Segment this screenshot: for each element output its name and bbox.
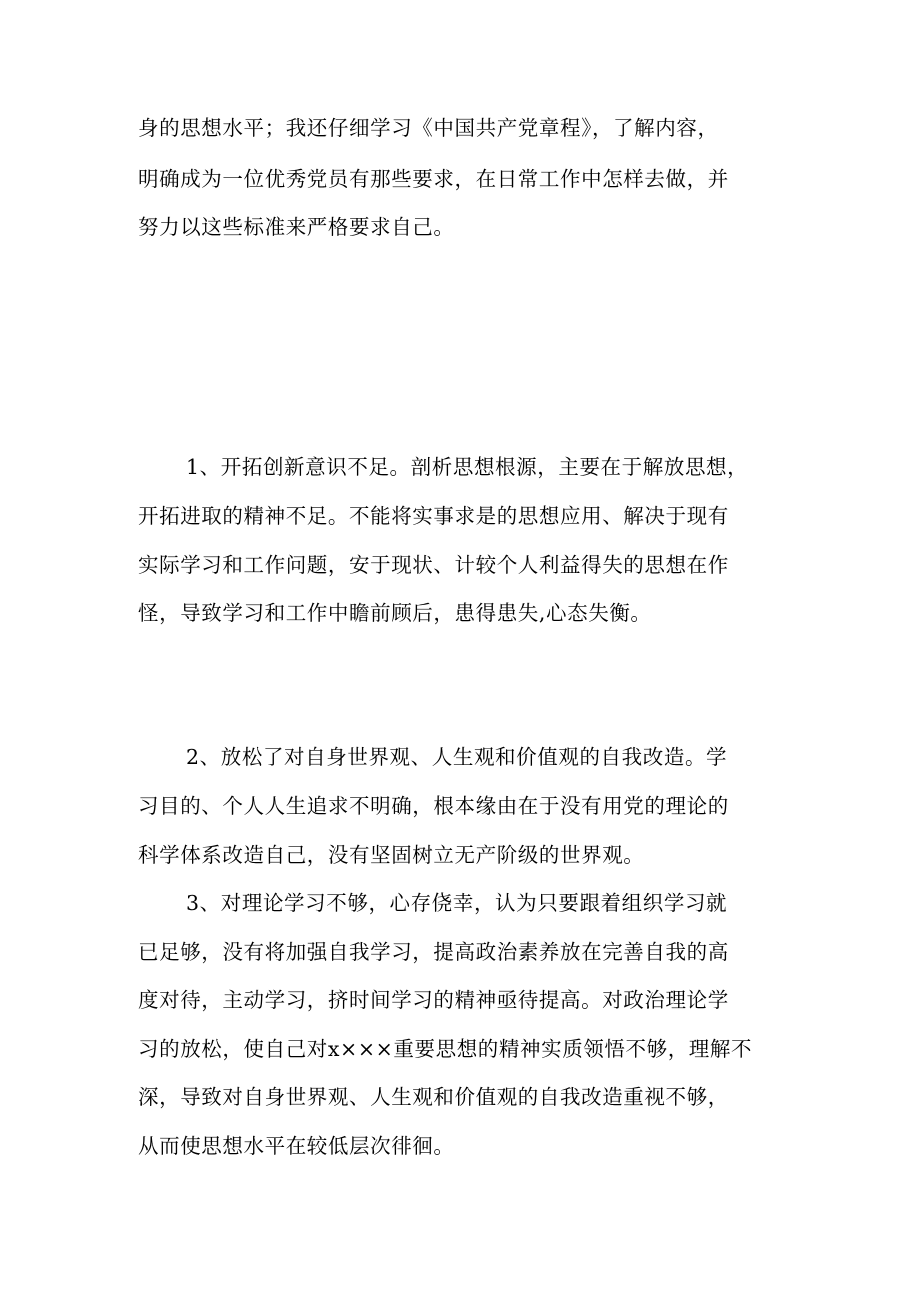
item-3-line-5: 深，导致对自身世界观、人生观和价值观的自我改造重视不够， [138, 1085, 729, 1109]
item-3-line-1: 3、对理论学习不够，心存侥幸，认为只要跟着组织学习就 [186, 891, 728, 915]
item-2-line-3: 科学体系改造自己，没有坚固树立无产阶级的世界观。 [138, 843, 645, 867]
intro-line-1: 身的思想水平；我还仔细学习《中国共产党章程》，了解内容， [138, 116, 719, 140]
item-2-line-2: 习目的、个人人生追求不明确，根本缘由在于没有用党的理论的 [138, 794, 729, 818]
item-3-line-6: 从而使思想水平在较低层次徘徊。 [138, 1134, 455, 1158]
item-3-line-2: 已足够，没有将加强自我学习，提高政治素养放在完善自我的高 [138, 940, 729, 964]
item-3-line-3: 度对待，主动学习，挤时间学习的精神亟待提高。对政治理论学 [138, 988, 729, 1012]
intro-line-3: 努力以这些标准来严格要求自己。 [138, 215, 455, 239]
item-1-line-3: 实际学习和工作问题，安于现状、计较个人利益得失的思想在作 [138, 553, 729, 577]
item-1-line-2: 开拓进取的精神不足。不能将实事求是的思想应用、解决于现有 [138, 504, 729, 528]
item-1-line-4: 怪，导致学习和工作中瞻前顾后，患得患失,心态失衡。 [138, 601, 652, 625]
item-2-line-1: 2、放松了对自身世界观、人生观和价值观的自我改造。学 [186, 745, 728, 769]
intro-line-2: 明确成为一位优秀党员有那些要求，在日常工作中怎样去做，并 [138, 167, 729, 191]
item-3-line-4: 习的放松，使自己对x×××重要思想的精神实质领悟不够，理解不 [138, 1037, 753, 1061]
item-1-line-1: 1、开拓创新意识不足。剖析思想根源，主要在于解放思想， [186, 455, 749, 479]
